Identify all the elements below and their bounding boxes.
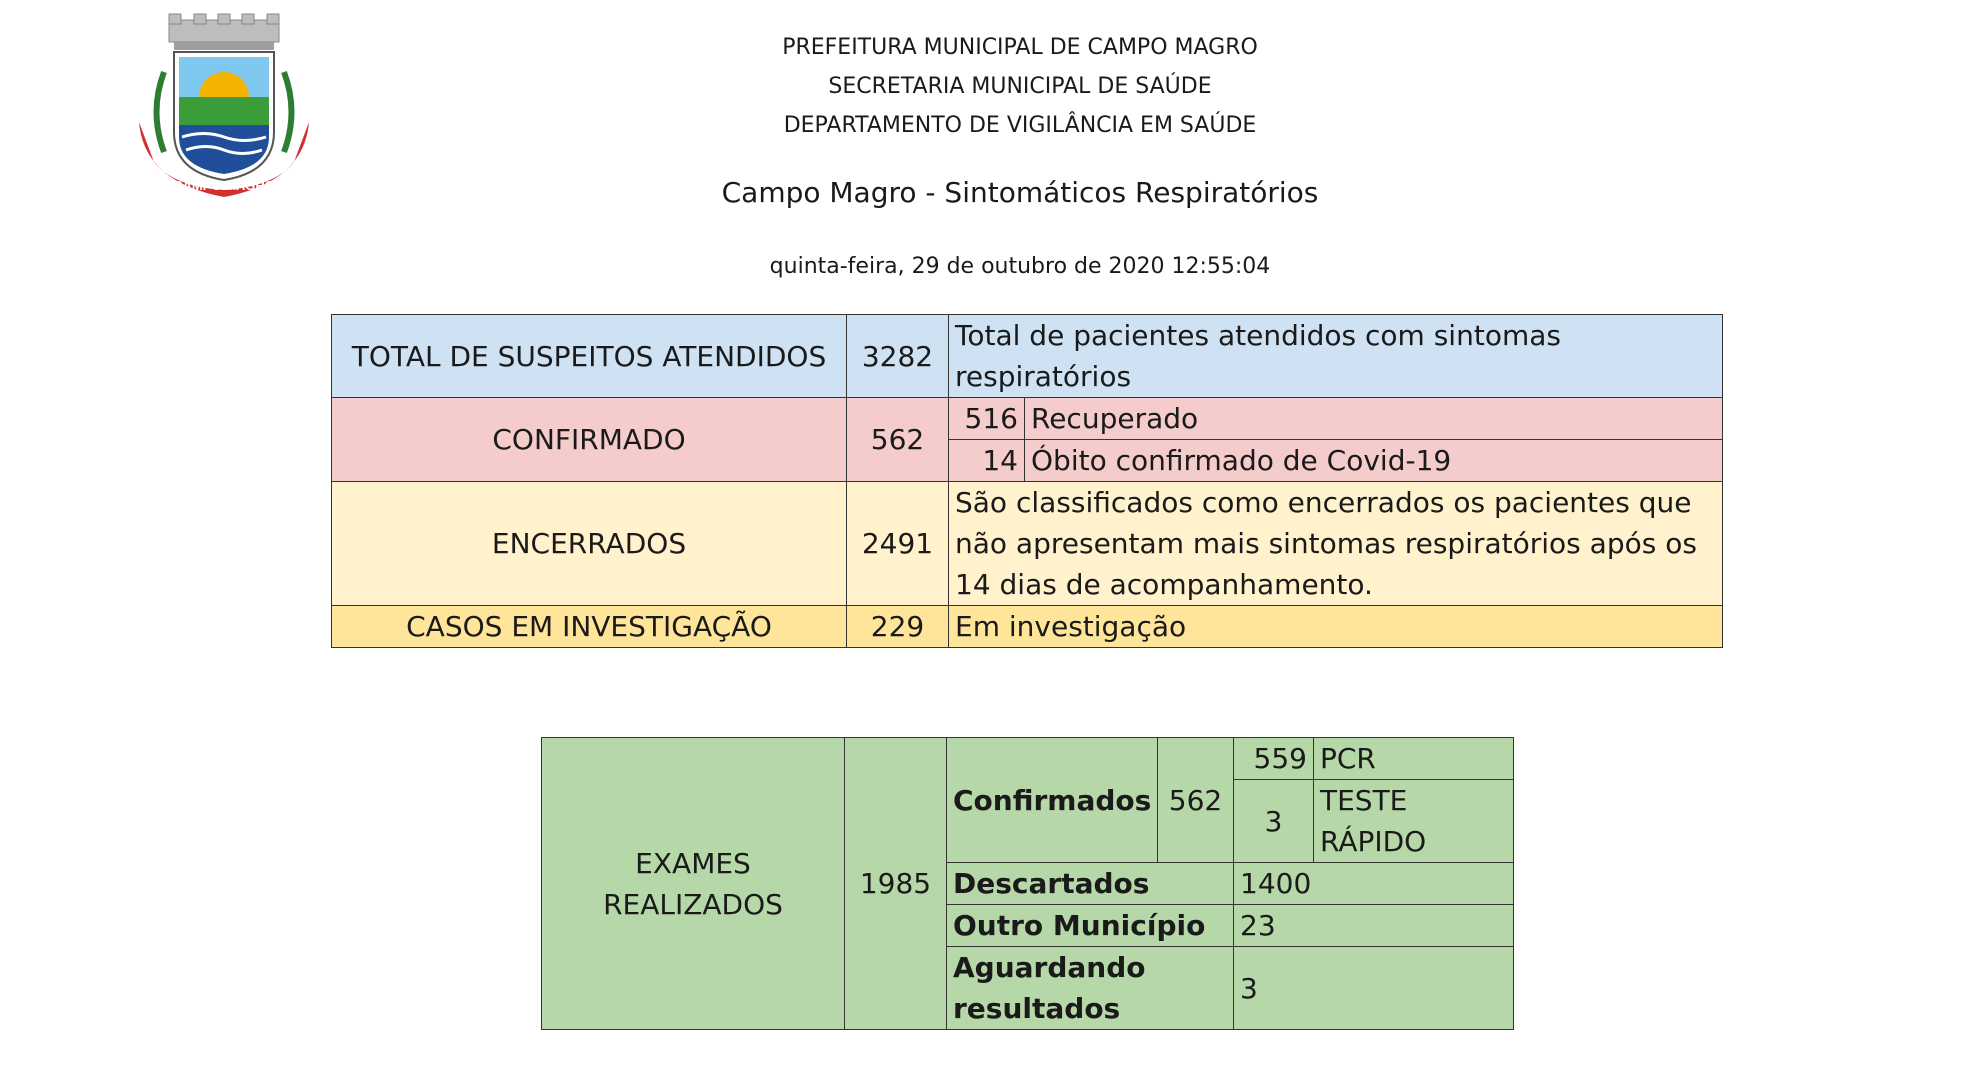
obito-label: Óbito confirmado de Covid-19 <box>1025 440 1723 482</box>
exames-value: 1985 <box>845 738 947 1030</box>
page-title: Campo Magro - Sintomáticos Respiratórios <box>721 176 1319 209</box>
obito-value: 14 <box>949 440 1025 482</box>
pcr-label: PCR <box>1314 738 1514 780</box>
exames-table <box>541 737 1514 1030</box>
descartados-value: 1400 <box>1234 863 1514 905</box>
row-investigacao <box>332 606 1723 648</box>
header-line-2: SECRETARIA MUNICIPAL DE SAÚDE <box>828 74 1212 99</box>
row-recuperado <box>332 398 1723 440</box>
svg-text:CAMPO MAGRO: CAMPO MAGRO <box>173 178 275 193</box>
encerrados-desc: São classificados como encerrados os pacientes que não apresentam mais sintomas respiratórios após os 14 dias de acompanhamento. <box>949 482 1723 606</box>
confirmados-label: Confirmados <box>947 738 1158 863</box>
outro-value: 23 <box>1234 905 1514 947</box>
suspeitos-value: 3282 <box>847 315 949 398</box>
confirmados-value: 562 <box>1158 738 1234 863</box>
row-suspeitos <box>332 315 1723 398</box>
descartados-label: Descartados <box>947 863 1234 905</box>
encerrados-label: ENCERRADOS <box>332 482 847 606</box>
outro-label: Outro Município <box>947 905 1234 947</box>
aguardando-label: Aguardando resultados <box>947 947 1234 1030</box>
campo-magro-coat-of-arms-logo <box>124 12 324 212</box>
investigacao-desc: Em investigação <box>949 606 1723 648</box>
row-pcr <box>542 738 1514 780</box>
row-encerrados <box>332 482 1723 606</box>
suspeitos-desc: Total de pacientes atendidos com sintomas respiratórios <box>949 315 1723 398</box>
summary-table <box>331 314 1723 648</box>
header-line-1: PREFEITURA MUNICIPAL DE CAMPO MAGRO <box>782 35 1258 60</box>
confirmado-label: CONFIRMADO <box>332 398 847 482</box>
investigacao-label: CASOS EM INVESTIGAÇÃO <box>332 606 847 648</box>
pcr-value: 559 <box>1234 738 1314 780</box>
header-lines <box>620 28 1420 145</box>
suspeitos-label: TOTAL DE SUSPEITOS ATENDIDOS <box>332 315 847 398</box>
investigacao-value: 229 <box>847 606 949 648</box>
report-date: quinta-feira, 29 de outubro de 2020 12:55:04 <box>769 254 1271 279</box>
teste-label: TESTE RÁPIDO <box>1314 780 1514 863</box>
teste-value: 3 <box>1234 780 1314 863</box>
header-line-3: DEPARTAMENTO DE VIGILÂNCIA EM SAÚDE <box>783 113 1257 138</box>
confirmado-value: 562 <box>847 398 949 482</box>
recuperado-value: 516 <box>949 398 1025 440</box>
aguardando-value: 3 <box>1234 947 1514 1030</box>
encerrados-value: 2491 <box>847 482 949 606</box>
recuperado-label: Recuperado <box>1025 398 1723 440</box>
exames-label: EXAMES REALIZADOS <box>542 738 845 1030</box>
